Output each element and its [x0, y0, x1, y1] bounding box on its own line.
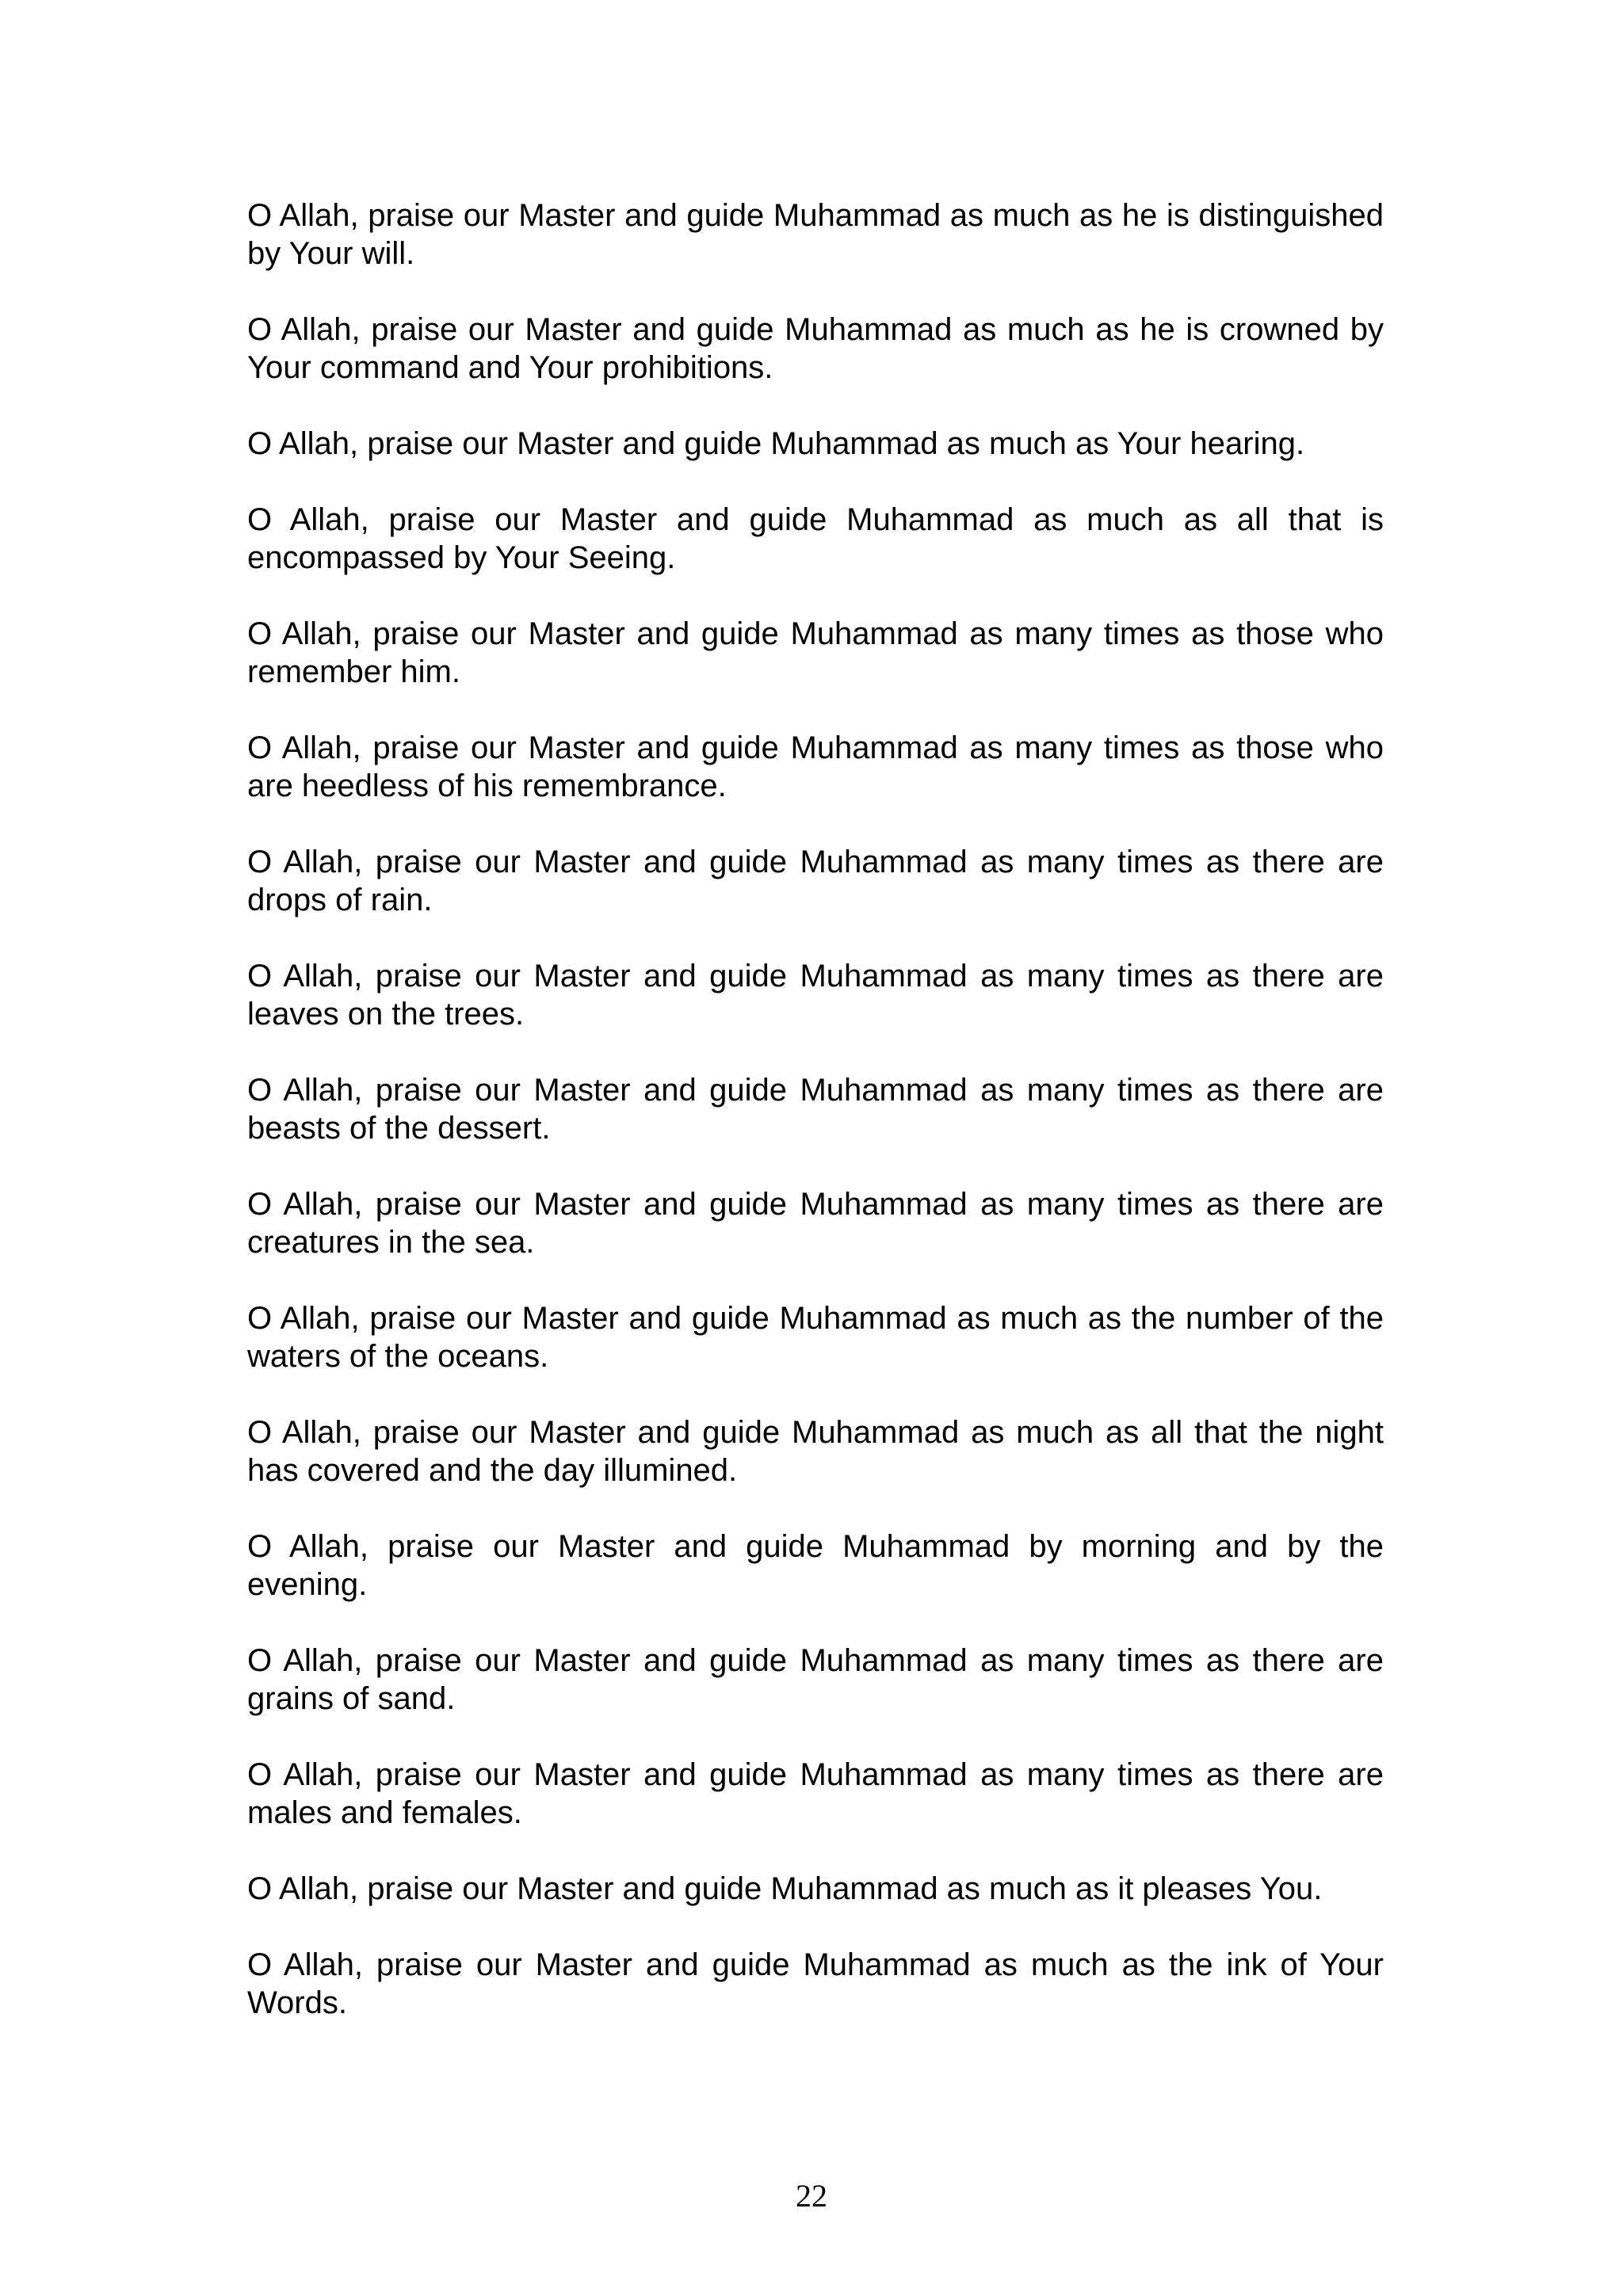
paragraph: O Allah, praise our Master and guide Muhammad as much as all that is encompassed by Your Seeing.: [247, 502, 1384, 575]
paragraph: O Allah, praise our Master and guide Muhammad as many times as there are grains of sand.: [247, 1643, 1384, 1716]
paragraph: O Allah, praise our Master and guide Muhammad as much as he is distinguished by Your will.: [247, 198, 1384, 271]
paragraph: O Allah, praise our Master and guide Muhammad as many times as there are males and females.: [247, 1757, 1384, 1830]
page-body: [247, 196, 1384, 2060]
paragraph: O Allah, praise our Master and guide Muhammad as many times as those who are heedless of his remembrance.: [247, 730, 1384, 803]
paragraph: O Allah, praise our Master and guide Muhammad as many times as there are beasts of the dessert.: [247, 1073, 1384, 1146]
page-number: 22: [796, 2178, 827, 2214]
paragraph: O Allah, praise our Master and guide Muhammad as many times as there are leaves on the trees.: [247, 959, 1384, 1032]
paragraph: O Allah, praise our Master and guide Muhammad as much as Your hearing.: [247, 426, 1305, 461]
paragraph: O Allah, praise our Master and guide Muhammad as many times as there are creatures in the sea.: [247, 1187, 1384, 1260]
paragraph: O Allah, praise our Master and guide Muhammad as many times as those who remember him.: [247, 616, 1384, 689]
paragraph: O Allah, praise our Master and guide Muhammad as much as he is crowned by Your command and Your prohibitions.: [247, 312, 1384, 385]
paragraph: O Allah, praise our Master and guide Muhammad as much as the ink of Your Words.: [247, 1947, 1384, 2020]
paragraph: O Allah, praise our Master and guide Muhammad as much as all that the night has covered and the day illumined.: [247, 1415, 1384, 1488]
paragraph: O Allah, praise our Master and guide Muhammad by morning and by the evening.: [247, 1529, 1384, 1602]
paragraph: O Allah, praise our Master and guide Muhammad as much as it pleases You.: [247, 1871, 1323, 1906]
paragraph: O Allah, praise our Master and guide Muhammad as much as the number of the waters of the oceans.: [247, 1301, 1384, 1374]
paragraph: O Allah, praise our Master and guide Muhammad as many times as there are drops of rain.: [247, 845, 1384, 917]
